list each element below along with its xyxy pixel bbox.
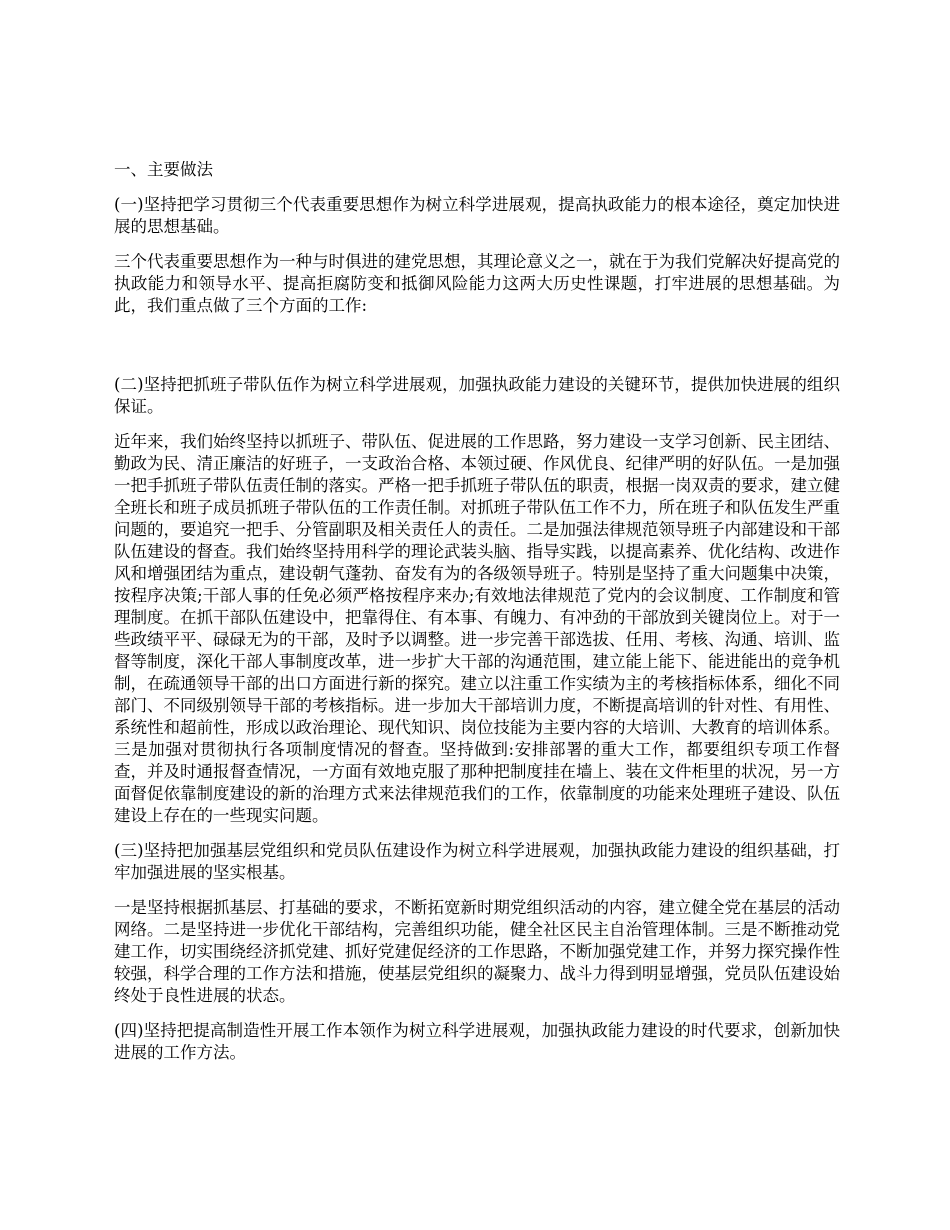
paragraph-6: 一是坚持根据抓基层、打基础的要求，不断拓宽新时期党组织活动的内容，建立健全党在基层的活动网络。二是坚持进一步优化干部结构，完善组织功能，健全社区民主自治管理体制。三是不断推动党建工作，切实围绕经济抓党建、抓好党建促经济的工作思路，不断加强党建工作，并努力探究操作性较强，科学合理的工作方法和措施，使基层党组织的凝聚力、战斗力得到明显增强，党员队伍建设始终处于良性进展的状态。 bbox=[114, 898, 840, 1005]
paragraph-4: 近年来，我们始终坚持以抓班子、带队伍、促进展的工作思路，努力建设一支学习创新、民主团结、勤政为民、清正廉洁的好班子，一支政治合格、本领过硬、作风优良、纪律严明的好队伍。一是加强一把手抓班子带队伍责任制的落实。严格一把手抓班子带队伍的职责，根据一岗双责的要求，建立健全班长和班子成员抓班子带队伍的工作责任制。对抓班子带队伍工作不力，所在班子和队伍发生严重问题的，要追究一把手、分管副职及相关责任人的责任。二是加强法律规范领导班子内部建设和干部队伍建设的督查。我们始终坚持用科学的理论武装头脑、指导实践，以提高素养、优化结构、改进作风和增强团结为重点，建设朝气蓬勃、奋发有为的各级领导班子。特别是坚持了重大问题集中决策，按程序决策;干部人事的任免必须严格按程序来办;有效地法律规范了党内的会议制度、工作制度和管理制度。在抓干部队伍建设中，把靠得住、有本事、有魄力、有冲劲的干部放到关键岗位上。对于一些政绩平平、碌碌无为的干部，及时予以调整。进一步完善干部选拔、任用、考核、沟通、培训、监督等制度，深化干部人事制度改革，进一步扩大干部的沟通范围，建立能上能下、能进能出的竞争机制，在疏通领导干部的出口方面进行新的探究。建立以注重工作实绩为主的考核指标体系，细化不同部门、不同级别领导干部的考核指标。进一步加大干部培训力度，不断提高培训的针对性、有用性、系统性和超前性，形成以政治理论、现代知识、岗位技能为主要内容的大培训、大教育的培训体系。三是加强对贯彻执行各项制度情况的督查。坚持做到:安排部署的重大工作，都要组织专项工作督查，并及时通报督查情况，一方面有效地克服了那种把制度挂在墙上、装在文件柜里的状况，另一方面督促依靠制度建设的新的治理方式来法律规范我们的工作，依靠制度的功能来处理班子建设、队伍建设上存在的一些现实问题。 bbox=[114, 432, 840, 825]
paragraph-5: (三)坚持把加强基层党组织和党员队伍建设作为树立科学进展观，加强执政能力建设的组织基础，打牢加强进展的坚实根基。 bbox=[114, 841, 840, 882]
section-heading: 一、主要做法 bbox=[114, 160, 213, 179]
paragraph-1: (一)坚持把学习贯彻三个代表重要思想作为树立科学进展观，提高执政能力的根本途径，奠定加快进展的思想基础。 bbox=[114, 195, 840, 236]
document-body bbox=[114, 159, 840, 1077]
paragraph-2: 三个代表重要思想作为一种与时俱进的建党思想，其理论意义之一，就在于为我们党解决好提高党的执政能力和领导水平、提高拒腐防变和抵御风险能力这两大历史性课题，打牢进展的思想基础。为此，我们重点做了三个方面的工作: bbox=[114, 252, 840, 315]
paragraph-7: (四)坚持把提高制造性开展工作本领作为树立科学进展观，加强执政能力建设的时代要求，创新加快进展的工作方法。 bbox=[114, 1021, 840, 1062]
paragraph-3: (二)坚持把抓班子带队伍作为树立科学进展观，加强执政能力建设的关键环节，提供加快进展的组织保证。 bbox=[114, 375, 840, 416]
